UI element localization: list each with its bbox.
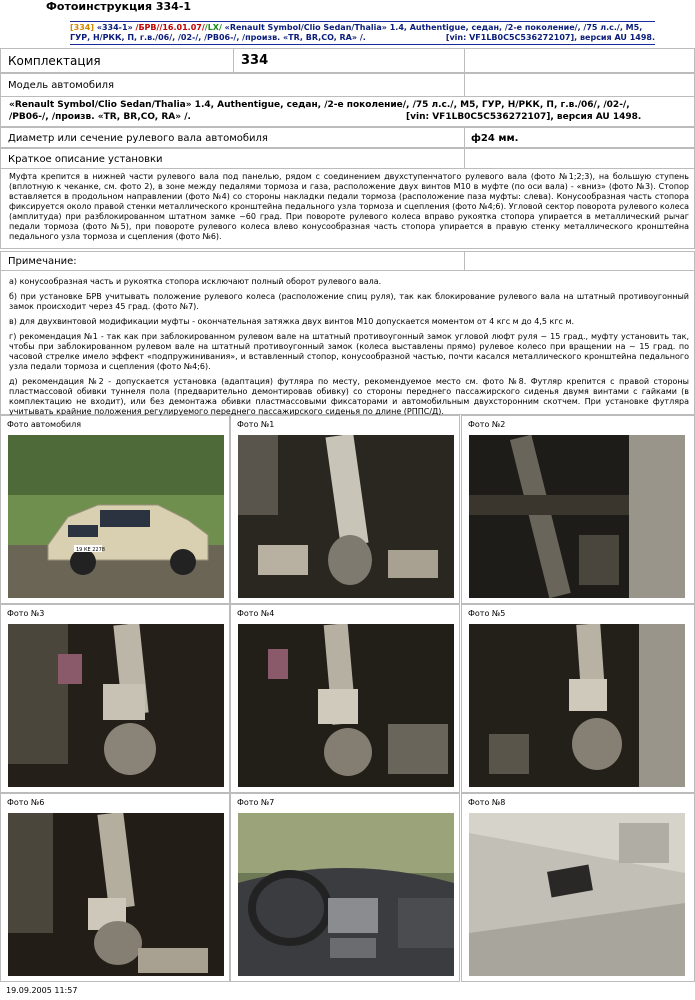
pedal-photo xyxy=(8,813,224,976)
photo-caption: Фото №2 xyxy=(468,420,506,429)
photo-caption: Фото №6 xyxy=(7,798,45,807)
note-item: г) рекомендация №1 - так как при заблокированном рулевом вале на штатный противоугонный замок угловой люфт руля ~ 15 град., муфту установить так, чтобы при заблокированном рулевом вале на штатный противоугонный замок (колеса выставлены прямо) рулевое колесо при вращении на ~ 15 град. по часовой стрелке имело эффект «подпружинивания», и вставленный стопор, конусообразной частью, почти касался металлического кронштейна педального узла педали тормоза и сцепления (фото №4;6). xyxy=(9,332,689,371)
header-bottom-rule xyxy=(70,44,655,45)
komplektaciya-value: 334 xyxy=(241,53,269,68)
notes-body-row xyxy=(0,271,695,415)
pedal-photo xyxy=(8,624,224,787)
header-code: [334] xyxy=(70,23,95,32)
footer-timestamp: 19.09.2005 11:57 xyxy=(6,986,78,995)
header-model: «334-1» xyxy=(96,23,133,32)
shaft-label: Диаметр или сечение рулевого вала автомобиля xyxy=(8,133,268,144)
photo-cell-4 xyxy=(230,604,460,793)
photo-cell-2 xyxy=(461,415,695,604)
notes-label-row xyxy=(0,251,695,271)
divider xyxy=(464,128,465,147)
notes-list xyxy=(9,277,689,417)
photo-cell-5 xyxy=(461,604,695,793)
photo-cell-1 xyxy=(230,415,460,604)
model-value-row xyxy=(0,97,695,127)
header-date: /16.01.07/ xyxy=(159,23,205,32)
header-product: /БРВ/ xyxy=(135,23,160,32)
divider xyxy=(464,149,465,168)
note-item: а) конусообразная часть и рукоятка стопора исключают полный оборот рулевого вала. xyxy=(9,277,382,286)
divider xyxy=(464,49,465,72)
header-car: «Renault Symbol/Clio Sedan/Thalia» 1.4, Authentigue, седан, /2-е поколение/, /75 л.с./, М5, ГУР, Н/РКК, П, г.в./06/, /02-/, /РВ06-/, /произв. «TR, BR,CO, RA» /. xyxy=(70,23,643,42)
photo-caption: Фото №3 xyxy=(7,609,45,618)
plate-text: 19 КЕ 2278 xyxy=(76,547,105,553)
model-vin: [vin: VF1LB0C5C536272107], версия AU 1498. xyxy=(406,112,642,122)
photo-cell-3 xyxy=(0,604,230,793)
photo-caption: Фото №4 xyxy=(237,609,275,618)
note-item: в) для двухвинтовой модификации муфты - окончательная затяжка двух винтов М10 допускается моментом от 4 кгс м до 4,5 кгс м. xyxy=(9,317,575,326)
header-top-rule xyxy=(70,21,655,22)
note-item: б) при установке БРВ учитывать положение рулевого колеса (расположение спиц руля), так как блокирование рулевого вала на штатный противоугонный замок происходит через 45 град. (фото №7). xyxy=(9,292,689,311)
photo-cell-6 xyxy=(0,793,230,982)
dashboard-photo xyxy=(238,813,454,976)
document-title: Фотоинструкция 334-1 xyxy=(46,0,192,13)
photo-caption: Фото №1 xyxy=(237,420,275,429)
header-summary xyxy=(70,23,655,43)
header-vin: [vin: VF1LB0C5C536272107], версия AU 1498. xyxy=(445,33,655,42)
shaft-photo xyxy=(469,435,685,598)
shaft-row xyxy=(0,127,695,148)
photo-caption: Фото №7 xyxy=(237,798,275,807)
komplektaciya-row xyxy=(0,48,695,73)
shaft-value: ф24 мм. xyxy=(471,133,519,144)
photo-cell-7 xyxy=(230,793,460,982)
note-item: д) рекомендация №2 - допускается установка (адаптация) футляра по месту, рекомендуемое место см. фото №8. Футляр крепится с правой стороны пластмассовой обивки туннеля пола (предварительно демонтировав обивку) со стороны переднего пассажирского сиденья двумя винтами с гайками (в комплектацию не входит), или без демонтажа обивки пластмассовыми фиксаторами и автомобильным двухсторонним скотчем. При установке футляра учитывать крайние положения регулируемого переднего пассажирского сиденья по длине (РППС/Д). xyxy=(9,377,689,416)
komplektaciya-label: Комплектация xyxy=(8,54,101,68)
photo-cell-8 xyxy=(461,793,695,982)
model-label: Модель автомобиля xyxy=(8,80,114,91)
pedal-photo xyxy=(238,435,454,598)
model-line-1: «Renault Symbol/Clio Sedan/Thalia» 1.4, Authentigue, седан, /2-е поколение/, /75 л.с./, М5, ГУР, Н/РКК, П, г.в./06/, /02-/, xyxy=(9,100,630,110)
model-label-row xyxy=(0,73,695,97)
divider xyxy=(233,49,234,72)
description-label: Краткое описание установки xyxy=(8,154,163,165)
photo-cell-car xyxy=(0,415,230,604)
photo-caption: Фото №5 xyxy=(468,609,506,618)
notes-label: Примечание: xyxy=(8,256,77,267)
photo-caption: Фото автомобиля xyxy=(7,420,82,429)
pedal-photo xyxy=(469,624,685,787)
description-text: Муфта крепится в нижней части рулевого вала под панелью, рядом с соединением двухступенчатого рулевого вала (фото №1;2;3), на большую ступень (вплотную к чеканке, см. фото 2), в зоне между педалями тормоза и газа, расположение двух винтов М10 в муфте (по оси вала) - «вниз» (фото №3). Стопор вставляется в продольном направлении (фото №4) со стороны накладки педали тормоза (расположение паза муфты: слева). Конусообразная часть стопора фиксируется около правой стенки металлического кронштейна педального узла тормоза и сцепления (фото №4;6). Угловой сектор поворота рулевого колеса (амплитуда) при разблокированном штатном замке ~60 град. При повороте рулевого колеса вправо рукоятка стопора упирается в металлический рычаг педали тормоза (фото №5), при повороте рулевого колеса влево конусообразная часть стопора упирается в правую стенку металлического кронштейна педального узла тормоза и сцепления (фото №6). xyxy=(9,172,689,241)
photo-caption: Фото №8 xyxy=(468,798,506,807)
model-line-2: /РВ06-/, /произв. «TR, BR,CO, RA» /. xyxy=(9,112,191,122)
divider xyxy=(464,252,465,270)
pedal-photo xyxy=(238,624,454,787)
description-label-row xyxy=(0,148,695,169)
tunnel-photo xyxy=(469,813,685,976)
divider xyxy=(464,74,465,96)
description-body-row xyxy=(0,169,695,249)
header-edition: /LX/ xyxy=(204,23,222,32)
photo-grid xyxy=(0,415,695,982)
car-photo xyxy=(8,435,224,598)
